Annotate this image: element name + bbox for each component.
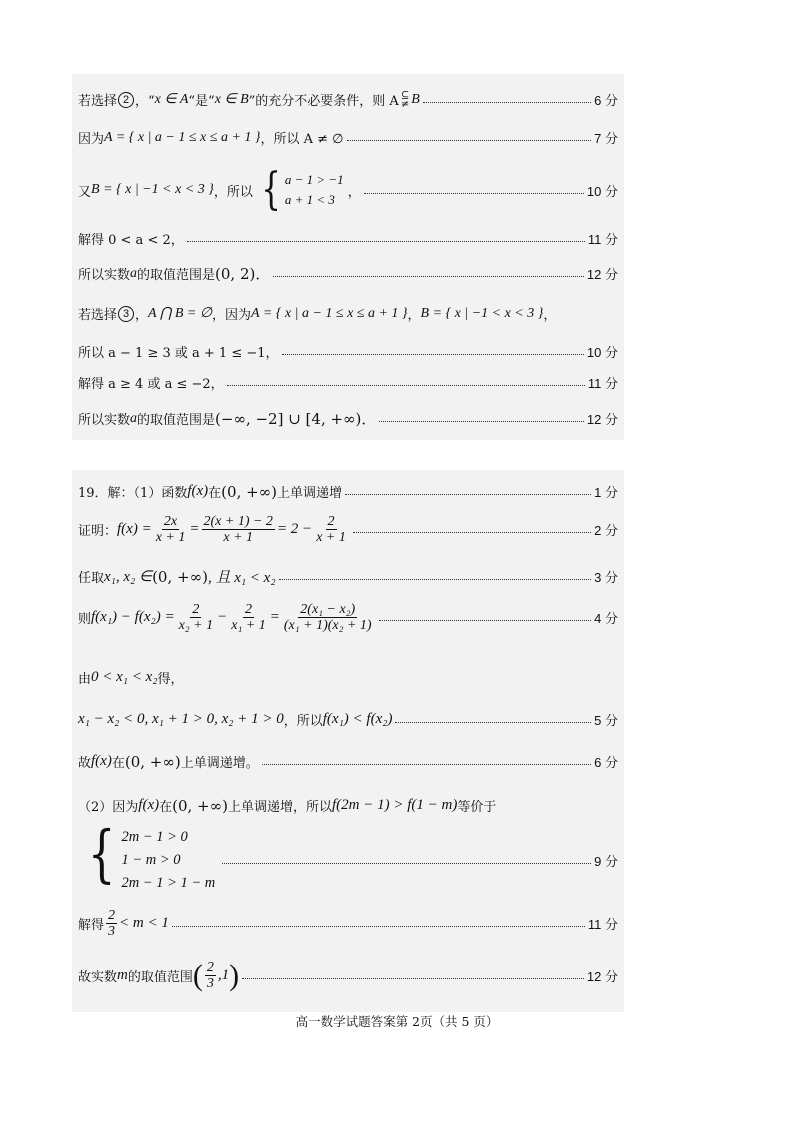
fraction: $\frac{2(x + 1) - 2}{x + 1}$ — [203, 514, 273, 546]
solution-line: 故实数 m 的取值范围 ( $\frac{2}{3}$ ,1 ) 12 分 — [78, 958, 618, 992]
dot-leader — [279, 579, 592, 580]
score: 12 分 — [586, 267, 618, 282]
score: 10 分 — [586, 345, 618, 360]
solution-line: 由 0 < x₁ < x₂ 得， — [78, 669, 184, 687]
dot-leader — [423, 102, 591, 103]
solution-line: x₁ − x₂ < 0, x₁ + 1 > 0, x₂ + 1 > 0 ，所以 f(x₁) < f(x₂) 5 分 — [78, 711, 618, 729]
solution-line: 故 f(x) 在 (0, +∞) 上单调递增。 6 分 — [78, 752, 618, 771]
fraction: $\frac{2}{\text{x₁ + 1}}$ — [231, 602, 266, 634]
dot-leader — [347, 140, 592, 141]
solution-line — [78, 817, 618, 896]
score: 11 分 — [587, 232, 618, 247]
solution-line: 任取 x₁, x₂ ∈ (0, +∞) , 且 x₁ < x₂ 3 分 — [78, 567, 618, 586]
score: 4 分 — [594, 611, 618, 627]
dot-leader — [227, 385, 585, 386]
fraction: $\frac{2}{3}$ — [206, 960, 214, 992]
dot-leader — [187, 241, 585, 242]
solution-line: 又 B = { x | −1 < x < 3 } ，所以 { a − 1 > −1 a + 1 < 3 ， 10 分 — [78, 164, 618, 215]
dot-leader — [379, 620, 592, 621]
solution-line: 若选择 2 ，“ x ∈ A “是“ x ∈ B ”的充分不必要条件，则 A ⊆ ≠ B 6 分 — [78, 89, 618, 110]
dot-leader — [172, 926, 585, 927]
score: 12 分 — [586, 412, 618, 427]
dot-leader — [282, 354, 584, 355]
dot-leader — [242, 978, 584, 979]
score: 5 分 — [594, 713, 618, 728]
dot-leader — [262, 764, 591, 765]
solution-line: 所以 a − 1 ≥ 3 或 a + 1 ≤ −1， 10 分 — [78, 342, 618, 361]
score: 6 分 — [594, 93, 618, 108]
equation-system: { a − 1 > −1 a + 1 < 3 — [261, 164, 344, 215]
score: 11 分 — [587, 917, 618, 933]
fraction: $\frac{2x}{x + 1}$ — [155, 514, 186, 546]
solution-line: 解得 $\frac{2}{3}$ < m < 1 11 分 — [78, 908, 618, 940]
dot-leader — [345, 494, 591, 495]
solution-block-19 — [72, 470, 624, 1012]
solution-line: 解得 a ≥ 4 或 a ≤ −2， 11 分 — [78, 373, 618, 392]
score: 3 分 — [594, 570, 618, 585]
score: 6 分 — [594, 755, 618, 770]
solution-line: 则 f(x₁) − f(x₂) = $\frac{2}{\text{x₂ + 1}}$ − $\frac{2}{\text{x₁ + 1}}$ = $\frac{\text{2(x₁ − x₂)}}{\text{(x₁ + 1)(x₂ + 1)}}$ 4 分 — [78, 602, 618, 634]
subset-symbol: ⊆ ≠ — [400, 89, 410, 110]
solution-line: 所以实数 a 的取值范围是 (−∞, −2] ∪ [4, +∞)． 12 分 — [78, 410, 618, 428]
score: 7 分 — [594, 131, 618, 146]
page-footer: 高一数学试题答案第 2页（共 5 页） — [295, 1014, 499, 1029]
solution-line: 若选择 3 ， A ⋂ B = ∅ ，因为 A = { x | a − 1 ≤ x ≤ a + 1 } ， B = { x | −1 < x < 3 } ， — [78, 305, 557, 323]
solution-line: 19．解：（1）函数 f(x) 在 (0, +∞) 上单调递增 1 分 — [78, 482, 618, 501]
solution-line: 证明： f(x) = $\frac{2x}{x + 1}$ = $\frac{2(x + 1) - 2}{x + 1}$ = 2 − $\frac{2}{x + 1}$ 2 分 — [78, 514, 618, 546]
score: 2 分 — [594, 523, 618, 539]
solution-line: （2）因为 f(x) 在 (0, +∞) 上单调递增，所以 f(2m − 1) > f(1 − m) 等价于 — [78, 796, 497, 815]
choice-marker: 2 — [118, 92, 134, 108]
solution-block-18 — [72, 74, 624, 440]
equation-system: { 2m − 1 > 0 1 − m > 0 2m − 1 > 1 − m — [87, 817, 216, 892]
score: 11 分 — [587, 376, 618, 391]
score: 9 分 — [594, 854, 618, 870]
solution-line: 所以实数 a 的取值范围是 (0, 2)． 12 分 — [78, 265, 618, 283]
dot-leader — [379, 421, 584, 422]
fraction: $\frac{2}{x + 1}$ — [316, 514, 346, 546]
fraction: $\frac{2}{3}$ — [108, 908, 116, 940]
solution-line: 解得 0 < a < 2， 11 分 — [78, 229, 618, 248]
score: 1 分 — [594, 485, 618, 500]
fraction: $\frac{\text{2(x₁ − x₂)}}{\text{(x₁ + 1)(x₂ + 1)}}$ — [283, 602, 372, 634]
dot-leader — [222, 863, 591, 864]
solution-line: 因为 A = { x | a − 1 ≤ x ≤ a + 1 } ，所以 A ≠ ∅ 7 分 — [78, 129, 618, 147]
dot-leader — [364, 193, 584, 194]
fraction: $\frac{2}{\text{x₂ + 1}}$ — [178, 602, 214, 634]
dot-leader — [273, 276, 584, 277]
choice-marker: 3 — [118, 306, 134, 322]
dot-leader — [353, 532, 591, 533]
dot-leader — [395, 722, 591, 723]
score: 10 分 — [586, 183, 618, 199]
score: 12 分 — [586, 969, 618, 985]
